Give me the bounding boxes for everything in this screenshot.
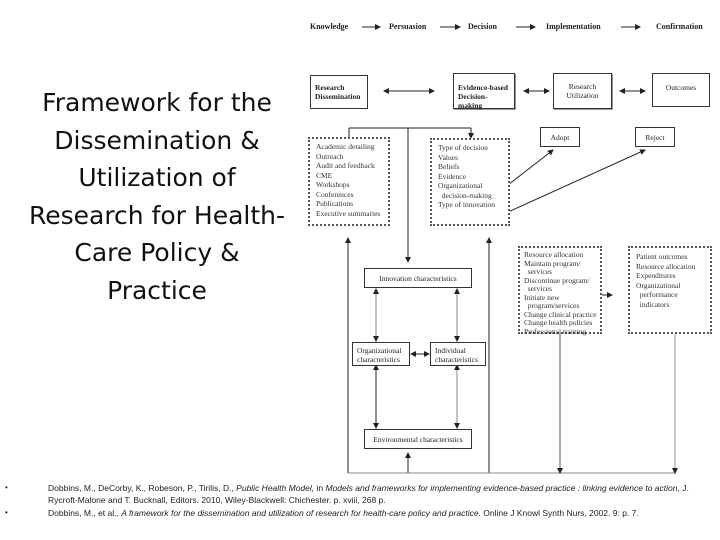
list-item: Resource allocation bbox=[524, 250, 584, 259]
list-item: Type of decision bbox=[438, 143, 488, 152]
decision-factors-box bbox=[430, 138, 510, 226]
evidence-based-box bbox=[453, 73, 515, 109]
bullet: • bbox=[5, 508, 8, 517]
list-item: program/services bbox=[524, 301, 580, 310]
list-item: Organizational bbox=[438, 181, 483, 190]
outcome-measures-box bbox=[628, 246, 712, 334]
individual-characteristics-box bbox=[430, 342, 486, 366]
research-utilization-box bbox=[553, 73, 612, 109]
adopt-box bbox=[540, 127, 580, 147]
list-item: Organizational bbox=[636, 280, 681, 290]
title-line: Care Policy & bbox=[74, 238, 240, 267]
reference-text bbox=[48, 507, 716, 519]
bullet: • bbox=[5, 483, 8, 492]
box-label: Outcomes bbox=[665, 83, 697, 92]
environmental-characteristics-box bbox=[364, 429, 472, 449]
box-label: Organizational bbox=[357, 346, 402, 355]
list-item: decision-making bbox=[438, 190, 492, 200]
box-label: Reject bbox=[645, 133, 665, 142]
outcomes-box bbox=[652, 73, 710, 107]
box-label: Evidence-based bbox=[458, 83, 509, 92]
list-item: Expenditures bbox=[636, 271, 676, 280]
list-item: Workshops bbox=[316, 180, 350, 189]
reject-box bbox=[635, 127, 675, 147]
list-item: indicators bbox=[636, 299, 670, 309]
list-item: Resource allocation bbox=[636, 261, 696, 271]
title-line: Practice bbox=[107, 275, 207, 305]
organizational-characteristics-box bbox=[352, 342, 410, 366]
list-item: Professional training bbox=[524, 326, 587, 336]
box-label: Dissemination bbox=[315, 92, 361, 101]
box-label: Environmental characteristics bbox=[373, 435, 463, 444]
title-line: Research for Health- bbox=[28, 200, 286, 230]
research-dissemination-box bbox=[310, 75, 368, 109]
dissemination-methods-box bbox=[308, 137, 390, 226]
box-label: Individual bbox=[435, 346, 466, 355]
box-label: characteristics bbox=[357, 355, 400, 364]
ref-rest: Online J Knowl Synth Nurs, 2002. 9: p. 7. bbox=[480, 508, 639, 518]
list-item: Patient outcomes bbox=[636, 252, 688, 261]
box-label: Adopt bbox=[550, 133, 570, 142]
innovation-characteristics-box bbox=[364, 268, 472, 288]
title-line: Utilization of bbox=[78, 163, 236, 192]
ref-book: Models and frameworks for implementing evidence-based practice : linking evidence to action bbox=[325, 483, 678, 493]
reference-text bbox=[48, 482, 716, 506]
list-item: Type of innovation bbox=[438, 200, 495, 209]
list-item: services bbox=[524, 284, 552, 293]
list-item: Academic detailing bbox=[316, 142, 375, 151]
ref-title: A framework for the dissemination and utilization of research for health-care policy and practice. bbox=[121, 508, 481, 518]
list-item: Values bbox=[438, 152, 458, 162]
box-label: Research bbox=[315, 83, 345, 92]
list-item: Publications bbox=[316, 199, 354, 208]
list-item: Discontinue program/ bbox=[524, 275, 590, 285]
box-label: Decision-making bbox=[458, 92, 488, 110]
stage-implementation: Implementation bbox=[546, 22, 601, 31]
box-label: Utilization bbox=[566, 91, 599, 100]
box-label: Innovation characteristics bbox=[379, 274, 457, 283]
stage-decision: Decision bbox=[468, 22, 497, 31]
list-item: performance bbox=[636, 290, 678, 299]
ref-title: Public Health Model, bbox=[236, 483, 315, 493]
list-item: Beliefs bbox=[438, 162, 460, 171]
box-label: Research bbox=[568, 82, 597, 91]
list-item: Initiate new bbox=[524, 292, 560, 302]
ref-authors: Dobbins, M., DeCorby, K., Robeson, P., Tirilis, D., bbox=[48, 483, 237, 493]
list-item: Executive summaries bbox=[316, 208, 381, 218]
title-line: Dissemination & bbox=[54, 125, 260, 155]
implementation-actions-box bbox=[518, 246, 602, 334]
list-item: Conferences bbox=[316, 189, 354, 199]
stage-confirmation: Confirmation bbox=[656, 22, 703, 31]
list-item: CME bbox=[316, 170, 333, 180]
list-item: Change health policies bbox=[524, 318, 593, 327]
list-item: Evidence bbox=[438, 171, 466, 181]
box-label: characteristics bbox=[435, 355, 478, 364]
title-line: Framework for the bbox=[42, 88, 272, 117]
stage-knowledge: Knowledge bbox=[310, 22, 349, 31]
list-item: services bbox=[524, 267, 552, 276]
list-item: Change clinical practice bbox=[524, 309, 597, 319]
ref-mid: in bbox=[314, 483, 326, 493]
stage-persuasion: Persuasion bbox=[389, 22, 427, 31]
list-item: Audit and feedback bbox=[316, 161, 375, 170]
list-item: Maintain program/ bbox=[524, 258, 581, 268]
ref-authors: Dobbins, M., et al., bbox=[48, 508, 122, 518]
ref-rest: , J. Rycroft-Malone and T. Bucknall, Editors. 2010, Wiley-Blackwell: Chichester. p. xviii, 268 p. bbox=[48, 483, 689, 505]
list-item: Outreach bbox=[316, 151, 344, 161]
